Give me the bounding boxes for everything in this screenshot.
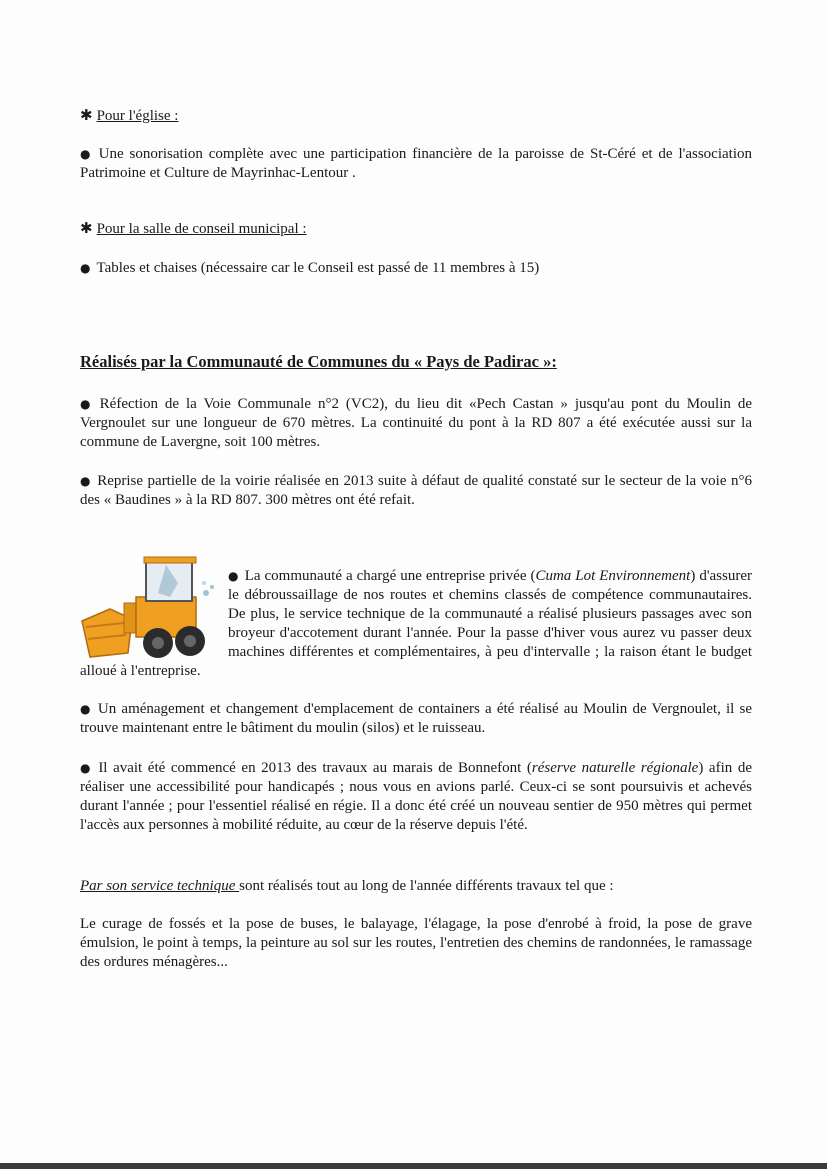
community-paragraph-voirie: ● Reprise partielle de la voirie réalisée en 2013 suite à défaut de qualité constaté sur le secteur de la voie n°6 des « Baudines » à la RD 807. 300 mètres ont été refait. bbox=[80, 473, 752, 508]
community-paragraph-containers: ● Un aménagement et changement d'emplacement de containers a été réalisé au Moulin de Vergnoulet, il se trouve maintenant entre le bâtiment du moulin (silos) et le ruisseau. bbox=[80, 701, 752, 736]
community-paragraph-vc2: ● Réfection de la Voie Communale n°2 (VC2), du lieu dit «Pech Castan » jusqu'au pont du Moulin de Vergnoulet sur une longueur de 670 mètres. La continuité du pont à la RD 807 a été exécutée aussi sur la commune de Lavergne, soit 100 mètres. bbox=[80, 396, 752, 450]
community-paragraph-marais: ● Il avait été commencé en 2013 des travaux au marais de Bonnefont (réserve naturelle régionale) afin de réaliser une accessibilité pour handicapés ; nous vous en avions parlé. Ceux-ci se sont poursuivis et achevés durant l'année ; pour l'essentiel réalisé en régie. Il a donc été créé un nouveau sentier de 950 mètres qui permet l'accès aux personnes à mobilité réduite, au cœur de la réserve depuis l'été. bbox=[80, 760, 752, 833]
service-intro: Par son service technique sont réalisés tout au long de l'année différents travaux tel que : bbox=[80, 878, 614, 894]
bullet-icon: ● bbox=[80, 702, 92, 716]
service-label: Par son service technique bbox=[80, 878, 240, 894]
bullet-icon: ● bbox=[80, 147, 93, 161]
bullet-icon: ● bbox=[80, 261, 91, 275]
community-paragraph-debroussaillage: ● La communauté a chargé une entreprise privée (Cuma Lot Environnement) d'assurer le débroussaillage de nos routes et chemins classés de compétence communautaires. De plus, le service technique de la communauté a réalisé plusieurs passages avec son broyeur d'accotement durant l'année. Pour la passe d'hiver vous aurez vu passer deux machines différentes et complémentaires, à peu d'intervalle ; la raison étant le budget alloué à l'entreprise. bbox=[80, 567, 752, 681]
company-name: Cuma Lot Environnement bbox=[535, 568, 691, 584]
community-heading: Réalisés par la Communauté de Communes du « Pays de Padirac »: bbox=[80, 352, 557, 371]
bullet-icon: ● bbox=[80, 397, 94, 411]
asterisk-icon: ✱ bbox=[80, 219, 93, 237]
bulldozer-illustration bbox=[80, 553, 220, 661]
church-heading: ✱ Pour l'église : bbox=[80, 106, 179, 124]
council-bullet: ● Tables et chaises (nécessaire car le Conseil est passé de 11 membres à 15) bbox=[80, 260, 540, 276]
council-heading: ✱ Pour la salle de conseil municipal : bbox=[80, 219, 307, 237]
bullet-icon: ● bbox=[80, 474, 92, 488]
bullet-icon: ● bbox=[228, 569, 239, 583]
bullet-icon: ● bbox=[80, 761, 93, 775]
service-work-list: Le curage de fossés et la pose de buses, le balayage, l'élagage, la pose d'enrobé à froid, la pose de grave émulsion, le point à temps, la peinture au sol sur les routes, l'entretien des chemins de randonnées, le ramassage des ordures ménagères... bbox=[80, 916, 752, 970]
church-bullet: ● Une sonorisation complète avec une participation financière de la paroisse de St-Céré et de l'association Patrimoine et Culture de Mayrinhac-Lentour . bbox=[80, 146, 752, 181]
asterisk-icon: ✱ bbox=[80, 106, 93, 124]
reserve-name: réserve naturelle régionale bbox=[531, 760, 699, 776]
scan-edge bbox=[0, 1163, 827, 1169]
